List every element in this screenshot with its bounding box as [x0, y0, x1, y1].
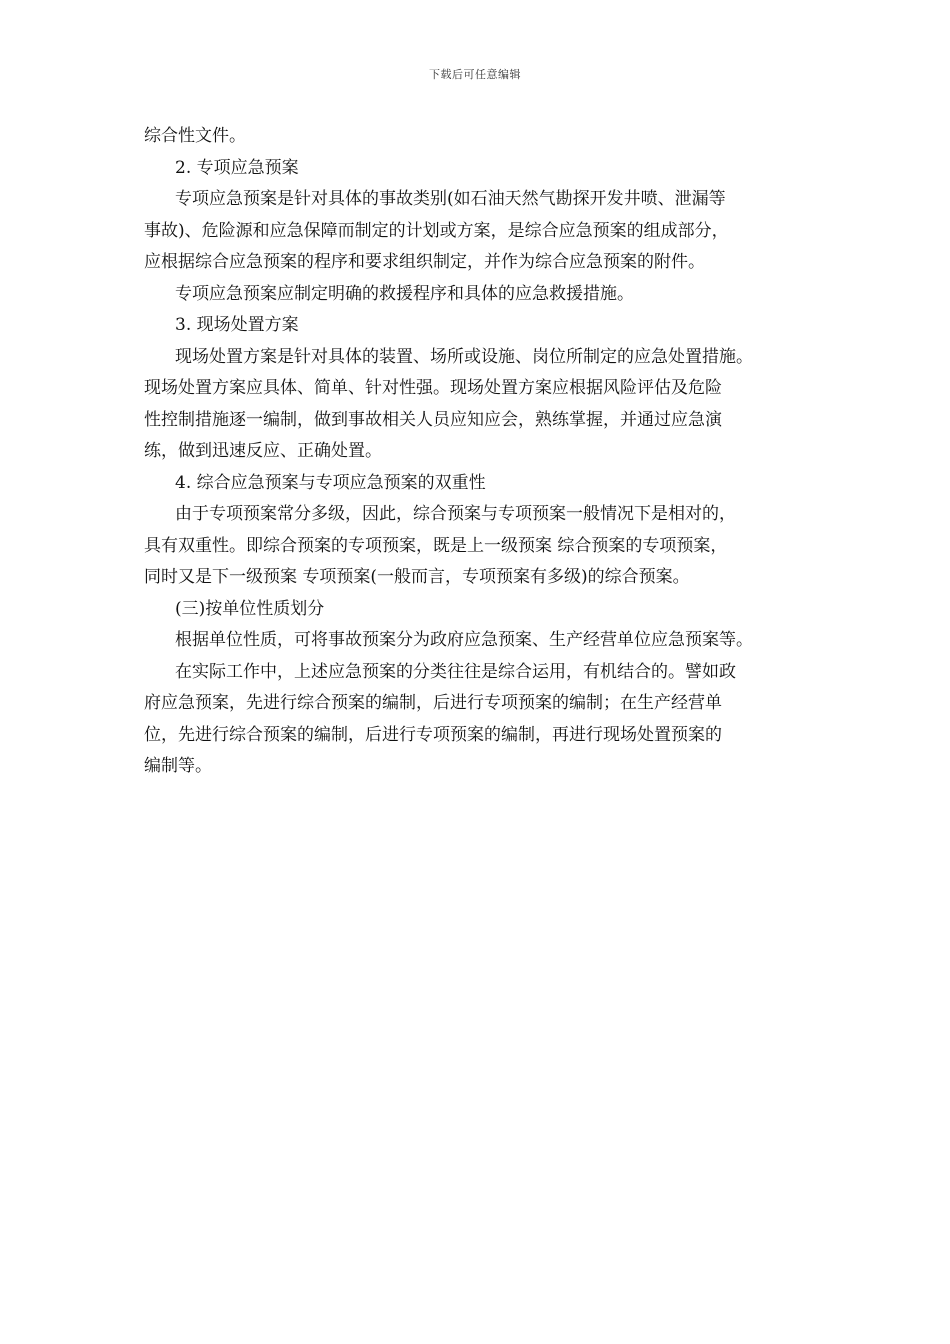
text-line: 性控制措施逐一编制，做到事故相关人员应知应会，熟练掌握，并通过应急演 [144, 409, 722, 430]
text-line: 根据单位性质，可将事故预案分为政府应急预案、生产经营单位应急预案等。 [175, 630, 753, 650]
text-line: 府应急预案，先进行综合预案的编制，后进行专项预案的编制；在生产经营单 [144, 693, 722, 713]
text-line: 同时又是下一级预案 专项预案(一般而言，专项预案有多级)的综合预案。 [144, 567, 690, 587]
text-line: 练，做到迅速反应、正确处置。 [144, 441, 382, 461]
text-line: 综合性文件。 [144, 126, 246, 146]
text-line: 编制等。 [144, 756, 212, 776]
text-line: (三)按单位性质划分 [175, 598, 325, 619]
text-line: 现场处置方案是针对具体的装置、场所或设施、岗位所制定的应急处置措施。 [175, 346, 753, 367]
text-line: 具有双重性。即综合预案的专项预案，既是上一级预案 综合预案的专项预案， [144, 535, 728, 556]
text-line: 现场处置方案应具体、简单、针对性强。现场处置方案应根据风险评估及危险 [144, 378, 722, 398]
text-line: 专项应急预案是针对具体的事故类别(如石油天然气勘探开发井喷、泄漏等 [175, 189, 726, 209]
text-line: 位，先进行综合预案的编制，后进行专项预案的编制，再进行现场处置预案的 [144, 724, 722, 745]
text-line: 在实际工作中，上述应急预案的分类往往是综合运用，有机结合的。譬如政 [175, 661, 736, 682]
text-line: 3. 现场处置方案 [175, 315, 299, 335]
text-line: 专项应急预案应制定明确的救援程序和具体的应急救援措施。 [175, 283, 634, 304]
text-line: 2. 专项应急预案 [175, 157, 299, 178]
text-line: 事故)、危险源和应急保障而制定的计划或方案，是综合应急预案的组成部分， [144, 220, 729, 241]
text-line: 4. 综合应急预案与专项应急预案的双重性 [175, 472, 486, 493]
document-body [144, 121, 810, 783]
text-line: 应根据综合应急预案的程序和要求组织制定，并作为综合应急预案的附件。 [144, 252, 705, 272]
page-header: 下载后可任意编辑 [429, 68, 521, 81]
text-line: 由于专项预案常分多级，因此，综合预案与专项预案一般情况下是相对的， [175, 504, 736, 524]
